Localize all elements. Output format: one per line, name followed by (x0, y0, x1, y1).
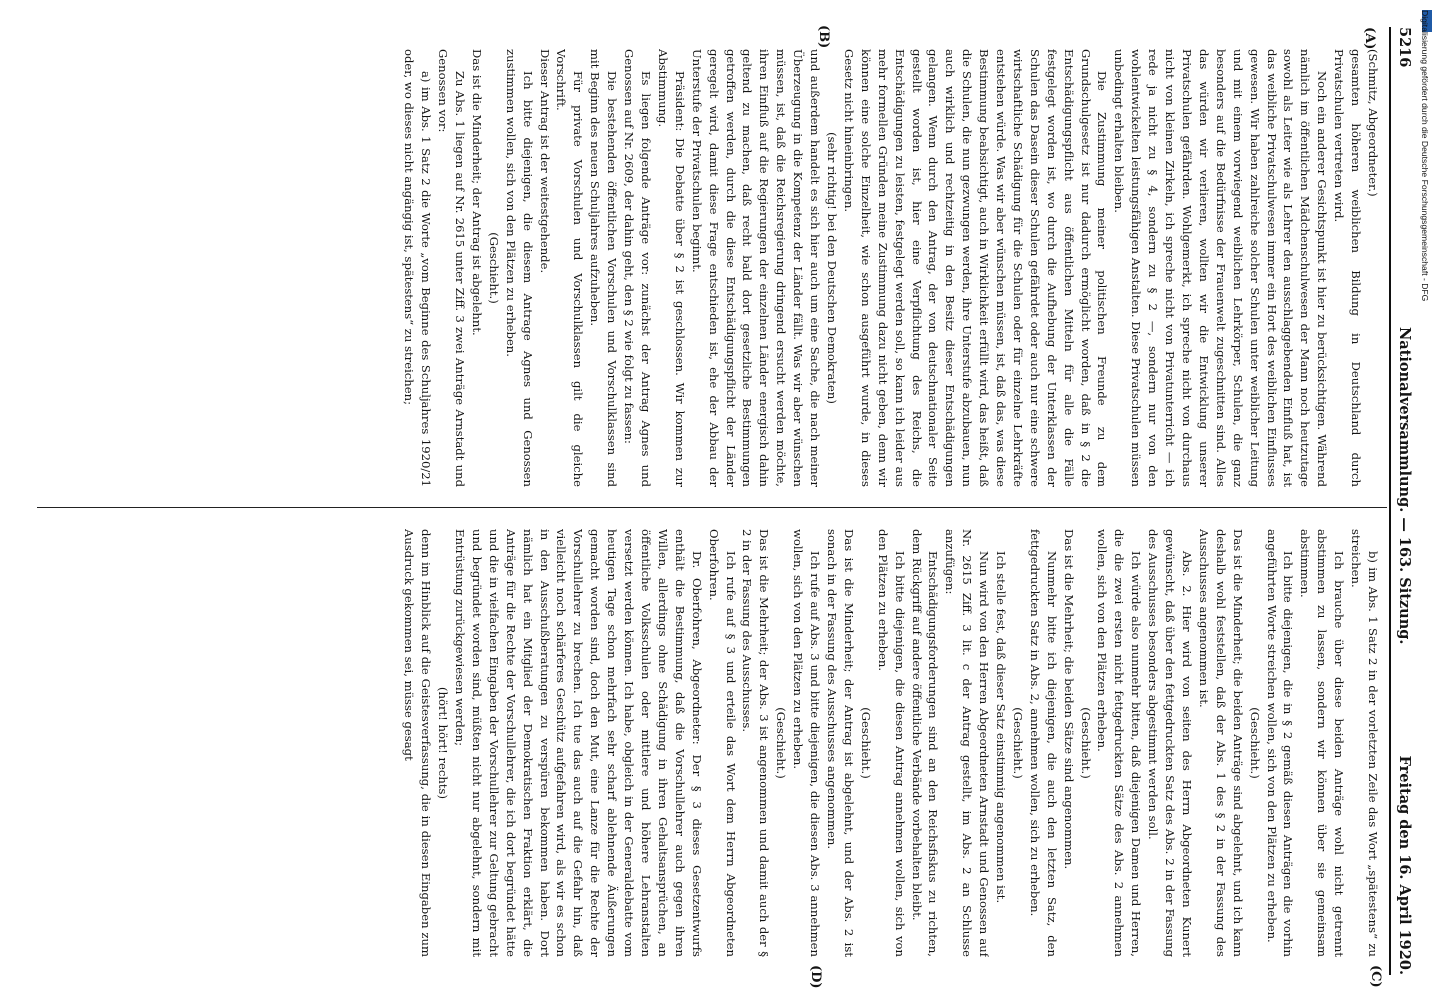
interjection: (Geschieht.) (1247, 707, 1262, 779)
interjection: (Geschieht.) (1010, 707, 1025, 779)
quoted-motion: b) im Abs. 1 Satz 2 in der vorletzten Zeile das Wort „spätestens“ zu streichen. (1349, 529, 1380, 957)
paragraph: Nunmehr bitte ich diejenigen, die auch den letzten Satz, den fettgedruckten Satz in Abs. 2, annehmen wollen, sich zu erheben. (1027, 529, 1059, 957)
paragraph: Das ist die Minderheit; der Antrag ist abgelehnt, und der Abs. 2 ist sonach in der Fassung des Ausschusses angenommen. (825, 529, 856, 957)
paragraph: Das ist die Minderheit; die beiden Anträge sind abgelehnt, und ich kann deshalb wohl feststellen, daß der Abs. 1 des § 2 in der Fassung des Ausschusses angenommen ist. (1196, 529, 1245, 957)
paragraph: Ich brauche über diese beiden Anträge wohl nicht getrennt abstimmen zu lassen, sondern wir können über sie gemeinsam abstimmen. (1298, 529, 1347, 957)
page-header (1389, 27, 1415, 975)
session-date: Freitag den 16. April 1920. (1396, 755, 1413, 975)
interjection: (Geschieht.) (486, 232, 501, 304)
quoted-motion: Die bestehenden öffentlichen Vorschulen und Vorschulklassen sind mit Beginn des neuen Schuljahres aufzuheben. (588, 49, 620, 487)
paragraph: Ich bitte diejenigen, die in § 2 gemäß diesen Anträgen die vorhin angeführten Worte streichen wollen, sich von den Plätzen zu erheben. (1264, 529, 1296, 957)
digitization-credit (1418, 8, 1432, 992)
paragraph: Das ist die Mehrheit; die beiden Sätze sind angenommen. (1061, 529, 1076, 870)
paragraph: Dieser Antrag ist der weitestgehende. (537, 49, 552, 274)
paragraph: gesamten höheren weiblichen Bildung in Deutschland durch Privatschulen vertreten wird. (1332, 49, 1364, 487)
speaker-line: (Schmitz, Abgeordneter.) (1366, 49, 1380, 197)
interjection: (Geschieht.) (858, 707, 873, 779)
page-number: 5216 (1396, 27, 1413, 68)
interjection: (hört! hört! rechts) (436, 686, 451, 799)
quoted-motion: Entschädigungsforderungen sind an den Reichsfiskus zu richten, dem Rückgriff auf andere öffentliche Verbände vorbehalten bleibt. (909, 529, 941, 957)
paragraph: Ich bitte diejenigen, die diesen Antrag annehmen wollen, sich von den Plätzen zu erheben. (875, 529, 907, 957)
paragraph: Nun wird von den Herren Abgeordneten Arnstadt und Genossen auf Nr. 2615 Ziff. 3 lit. c der Antrag gestellt, im Abs. 2 an Schlusse anzufügen: (943, 529, 992, 957)
margin-letter-a: (A) (1362, 27, 1377, 50)
paragraph: denn im Hinblick auf die Geistesverfassung, die in diesen Eingaben zum Ausdruck gekommen sei, müsse gesagt (402, 529, 434, 957)
paragraph: Zu Abs. 1 liegen auf Nr. 2615 unter Ziff. 3 zwei Anträge Arnstadt und Genossen vor: (436, 49, 468, 487)
paragraph: Ich stelle fest, daß dieser Satz einstimmig angenommen ist. (994, 551, 1009, 904)
paragraph: Ich würde also nunmehr bitten, daß diejenigen Damen und Herren, die die zwei ersten nicht fettgedruckten Sätze des Abs. 2 annehmen wollen, sich von den Plätzen erheben. (1095, 529, 1144, 957)
left-column (41, 49, 1381, 487)
paragraph: Das ist die Mehrheit; der Abs. 3 ist angenommen und damit auch der § 2 in der Fassung des Ausschusses. (740, 529, 772, 957)
interjection: (Geschieht.) (1078, 707, 1093, 779)
paragraph: Das ist die Minderheit; der Antrag ist abgelehnt. (469, 49, 484, 336)
paragraph: Ich rufe auf § 3 und erteile das Wort dem Herrn Abgeordneten Oberfohren. (706, 529, 738, 957)
paragraph: Es liegen folgende Anträge vor: zunächst der Antrag Agnes und Genossen auf Nr. 2609, der dahin geht, den § 2 wie folgt zu fassen: (622, 49, 654, 487)
paragraph: Die Zustimmung meiner politischen Freunde zu dem Grundschulgesetz ist nur dadurch ermöglicht worden, daß in § 2 die Entschädigungspflicht aus öffentlichen Mitteln für alle die Fälle festgelegt worden ist, wo durch die Aufhebung der Unterklassen der Schulen das Dasein dieser Schulen gefährdet oder auch nur eine schwere wirtschaftliche Schädigung für die Schulen oder für einzelne Lehrkräfte entstehen würde. Was wir aber wünschen müssen, ist, daß das, was diese Bestimmung beabsichtigt, auch in Wirklichkeit erfüllt wird, das heißt, daß die Schulen, die nun gezwungen werden, ihre Unterstufe abzubauen, nun auch wirklich und rechtzeitig in den Besitz dieser Entschädigungen gelangen. Wenn durch den Antrag, der von deutschnationaler Seite gestellt worden ist, hier eine Verpflichtung des Reichs, die Entschädigungen zu leisten, festgelegt werden soll, so kann ich leider aus mehr formellen Gründen meine Zustimmung dazu nicht geben, denn wir können eine solche Einzelheit, wie schon ausgeführt wurde, in dieses Gesetz nicht hineinbringen. (841, 49, 1110, 487)
paragraph: Abs. 2. Hier wird von seiten des Herrn Abgeordneten Kunert gewünscht, daß über den fettgedruckten Satz des Abs. 2 in der Fassung des Ausschusses besonders abgestimmt werden soll. (1146, 529, 1195, 957)
paragraph: Noch ein anderer Gesichtspunkt ist hier zu berücksichtigen. Während nämlich im öffentlichen Mädchenschulwesen der Mann noch heutzutage sowohl als Leiter wie als Lehrer den ausschlaggebenden Einfluß hat, ist das weibliche Privatschulwesen immer ein Hort des weiblichen Einflusses gewesen. Wir haben zahlreiche solcher Schulen unter weiblicher Leitung und mit einem vorwiegend weiblichen Lehrkörper, Schulen, die ganz besonders auf die Bedürfnisse der Frauenwelt zugeschnitten sind. Alles das würden wir verlieren, wollten wir die Entwicklung unserer Privatschulen gefährden. Wohlgemerkt, ich spreche nicht von durchaus nicht von kleinen Zirkeln, ich spreche nicht von Privatunterricht — ich rede ja nicht zu § 4, sondern zu § 2 —, sondern nur von den wohlentwickelten leistungsfähigen Anstalten. Diese Privatschulen müssen unbedingt erhalten bleiben. (1112, 49, 1330, 487)
column-divider (37, 507, 1387, 508)
quoted-motion: Für private Vorschulen und Vorschulklassen gilt die gleiche Vorschrift. (554, 49, 586, 487)
interjection: (Geschieht.) (774, 707, 789, 779)
paragraph: und außerdem handelt es sich hier auch um eine Sache, die nach meiner Überzeugung in die Kompetenz der Länder fällt. Was wir aber wünschen müssen, ist, daß die Reichsregierung dringend ersucht werden möchte, ihren Einfluß auf die Regierungen der einzelnen Länder energisch dahin geltend zu machen, daß recht bald dort gesetzliche Bestimmungen getroffen werden, durch die diese Entschädigungspflicht der Länder geregelt wird, damit diese Frage entschieden ist, ehe der Abbau der Unterstufe der Privatschulen beginnt. (689, 49, 823, 487)
interjection: (sehr richtig! bei den Deutschen Demokraten) (825, 132, 839, 404)
quoted-motion: a) im Abs. 1 Satz 2 die Worte „vom Beginne des Schuljahres 1920/21 oder, wo dieses nicht angängig ist, spätestens“ zu streichen; (402, 49, 434, 487)
protocol-page (17, 17, 1417, 989)
paragraph: Ich rufe auf Abs. 3 und bitte diejenigen, die diesen Abs. 3 annehmen wollen, sich von den Plätzen zu erheben. (791, 529, 823, 957)
paragraph: Ich bitte diejenigen, die diesem Antrage Agnes und Genossen zustimmen wollen, sich von den Plätzen zu erheben. (503, 49, 535, 487)
speech-paragraph: Dr. Oberfohren, Abgeordneter: Der § 3 dieses Gesetzentwurfs enthält die Bestimmung, daß die Vorschullehrer auch gegen ihren Willen, allerdings ohne Schädigung in ihren Gehaltsansprüchen, an öffentliche Volksschulen oder mittlere und höhere Lehranstalten versetzt werden können. Ich habe, obgleich in der Generaldebatte vom heutigen Tage schon mehrfach sehr scharf ablehnende Äußerungen gemacht worden sind, doch den Mut, eine Lanze für die Rechte der Vorschullehrer zu brechen. Ich tue das auch auf die Gefahr hin, daß vielleicht noch schärferes Geschütz aufgefahren wird, als wir es schon in den Ausschußberatungen zu verspüren bekommen haben. Dort nämlich hat ein Mitglied der Demokratischen Fraktion erklärt, die Anträge für die Rechte der Vorschullehrer, die ich dort begründet hätte und die in vielfachen Eingaben der Vorschullehrer zur Geltung gebracht und begründet worden sind, müßten nicht nur abgelehnt, sondern mit Entrüstung zurückgewiesen werden; (453, 529, 704, 957)
margin-letter-b: (B) (816, 25, 831, 49)
paragraph: Präsident: Die Debatte über § 2 ist geschlossen. Wir kommen zur Abstimmung. (655, 49, 687, 487)
margin-letter-d: (D) (808, 965, 823, 989)
margin-letter-c: (C) (1368, 965, 1383, 988)
credit-text: Digitalisierung gefördert durch die Deutsche Forschungsgemeinschaft - DFG (1420, 10, 1430, 302)
session-title: Nationalversammlung. — 163. Sitzung. (1396, 327, 1413, 645)
right-column (41, 529, 1381, 957)
